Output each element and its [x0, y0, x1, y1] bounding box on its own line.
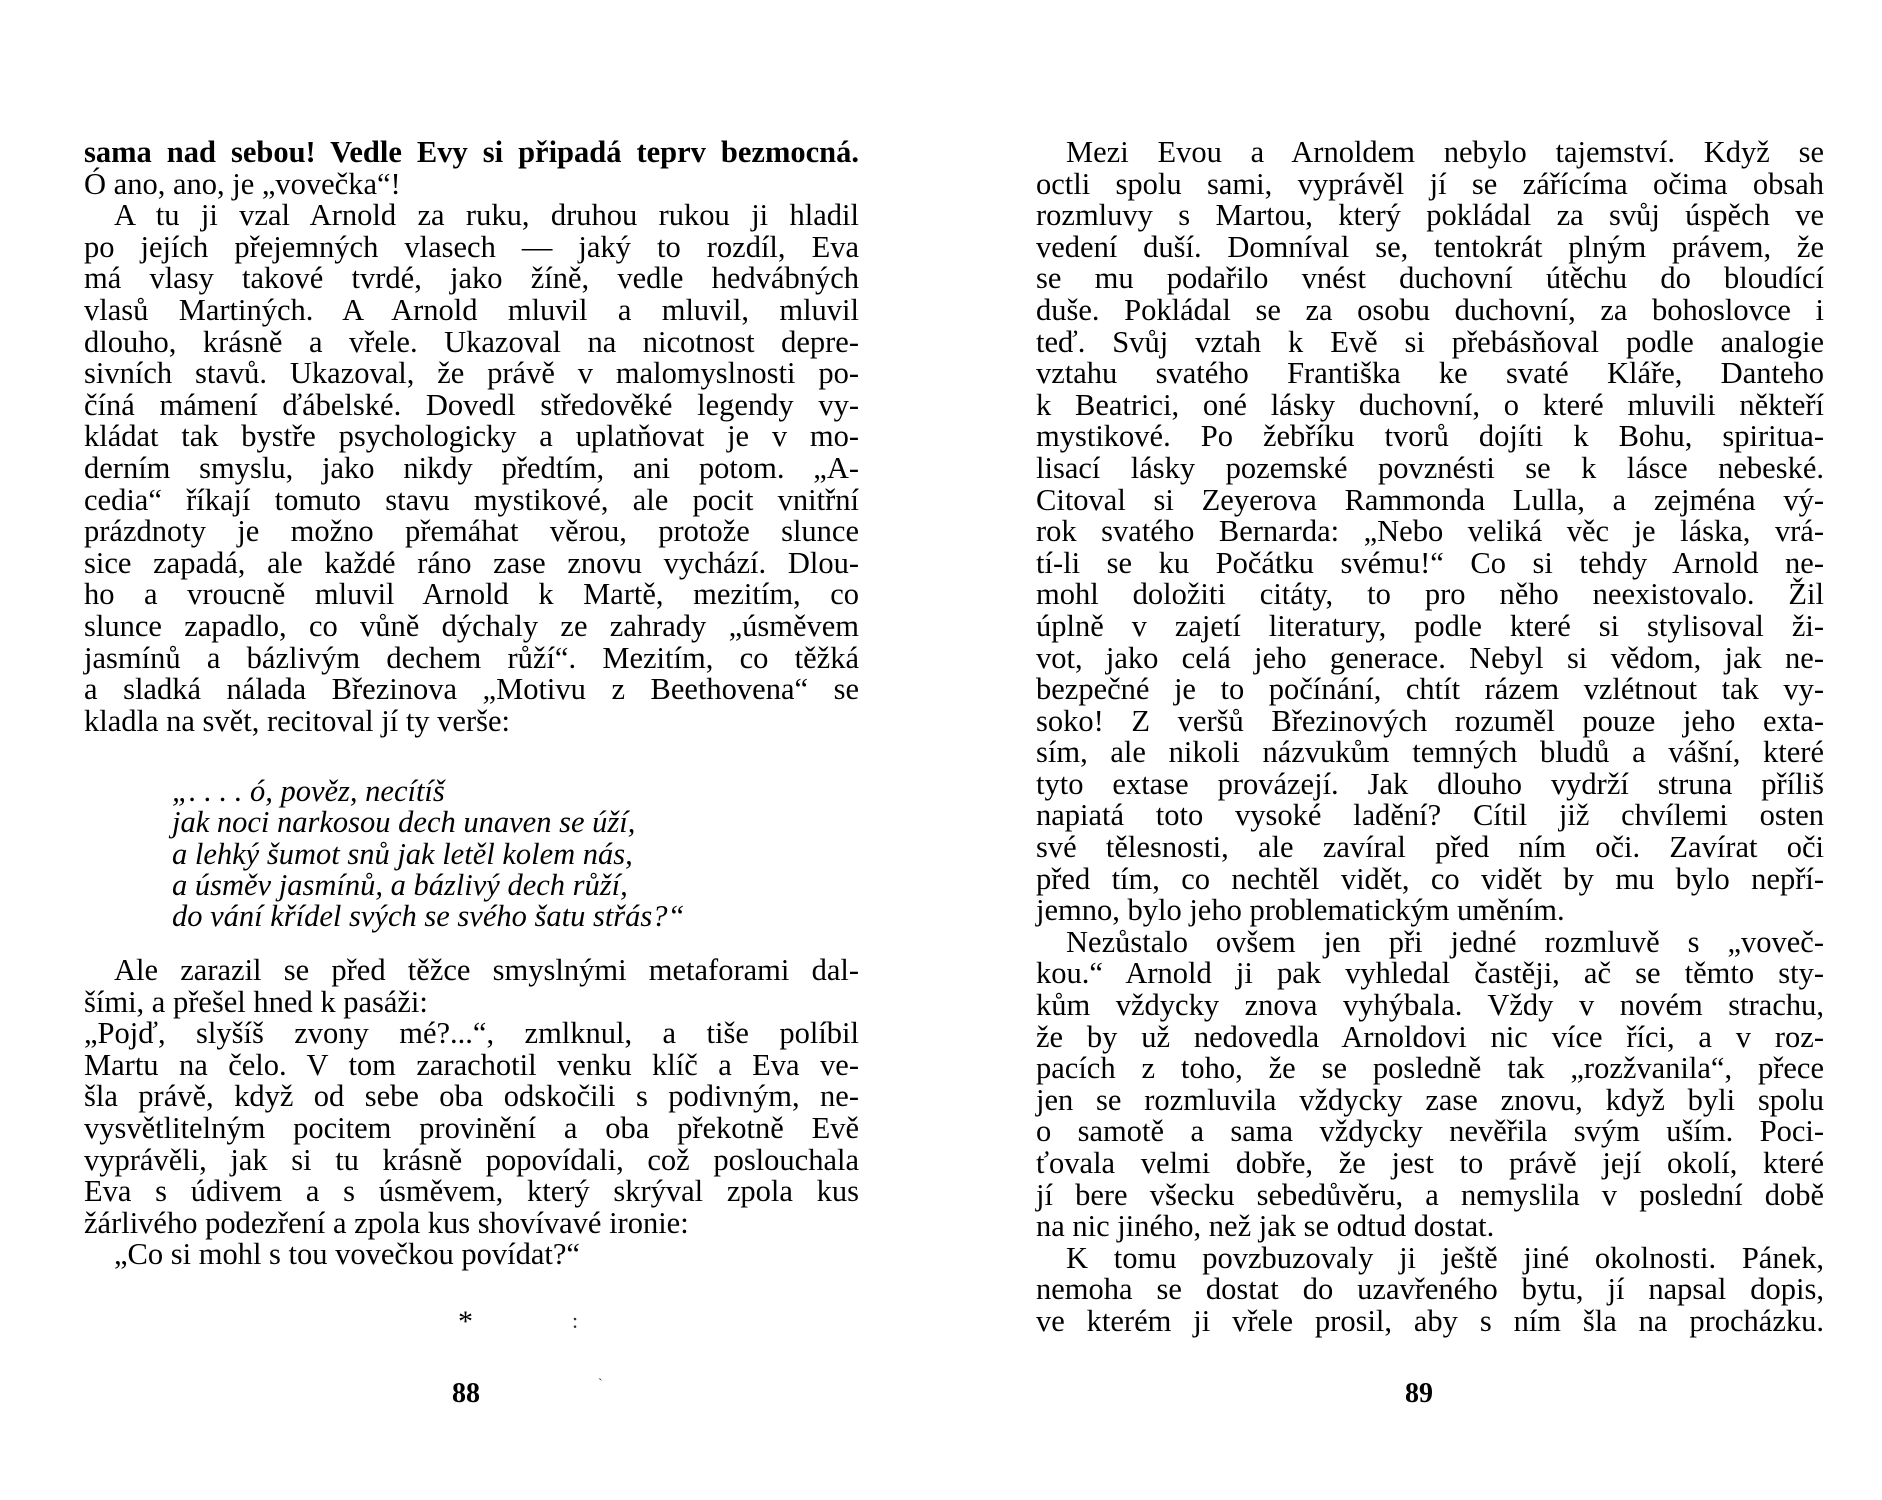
text-line: před tím, co nechtěl vidět, co vidět by mu bylo nepří-	[1036, 861, 1824, 896]
verse-line: do vání křídel svých se svého šatu střás?“	[172, 899, 685, 934]
text-line: své tělesnosti, ale zavíral před ním oči. Zavírat oči	[1036, 830, 1824, 865]
text-line: k Beatrici, oné lásky duchovní, o které mluvili někteří	[1036, 387, 1824, 422]
text-line: vyprávěli, jak si tu krásně popovídali, což poslouchala	[84, 1142, 859, 1177]
verse-line: a úsměv jasmínů, a bázlivý dech růží,	[172, 867, 628, 902]
text-line: K tomu povzbuzovaly ji ještě jiné okolnosti. Pánek,	[1066, 1240, 1824, 1275]
text-line: sivních stavů. Ukazoval, že právě v malomyslnosti po-	[84, 356, 859, 391]
text-line: vlasů Martiných. A Arnold mluvil a mluvil, mluvil	[84, 292, 859, 327]
text-line: kládat tak bystře psychologicky a uplatňovat je v mo-	[84, 419, 859, 454]
text-line: rok svatého Bernarda: „Nebo veliká věc je láska, vrá-	[1036, 514, 1824, 549]
text-line: Citoval si Zeyerova Rammonda Lulla, a zejména vý-	[1036, 482, 1824, 517]
text-line: že by už nedovedla Arnoldovi nic více říci, a v roz-	[1036, 1019, 1824, 1054]
text-line: jemno, bylo jeho problematickým uměním.	[1036, 893, 1565, 928]
text-line: sice zapadá, ale každé ráno zase znovu vychází. Dlou-	[84, 545, 859, 580]
text-line: nemoha se dostat do uzavřeného bytu, jí napsal dopis,	[1036, 1272, 1824, 1307]
text-line: jí bere všecku sebedůvěru, a nemyslila v poslední době	[1036, 1177, 1824, 1212]
text-line: rozmluvy s Martou, který pokládal za svůj úspěch ve	[1036, 198, 1824, 233]
left-page-text-bottom	[84, 955, 859, 1271]
text-line: prázdnoty je možno přemáhat věrou, protože slunce	[84, 514, 859, 549]
right-page	[941, 0, 1882, 1500]
text-line: šla právě, když od sebe oba odskočili s podivným, ne-	[84, 1079, 859, 1114]
text-line: teď. Svůj vztah k Evě si přebásňoval podle analogie	[1036, 324, 1824, 359]
text-line: vysvětlitelným pocitem provinění a oba překotně Evě	[84, 1110, 859, 1145]
text-line: pacích z toho, že se posledně tak „rozžvanila“, přece	[1036, 1051, 1824, 1086]
text-line: A tu ji vzal Arnold za ruku, druhou rukou ji hladil	[114, 198, 859, 233]
print-speck: :	[572, 1308, 579, 1333]
text-line: soko! Z veršů Březinových rozuměl pouze jeho exta-	[1036, 703, 1824, 738]
text-line: kům vždycky znova vyhýbala. Vždy v novém strachu,	[1036, 988, 1824, 1023]
verse-line: jak noci narkosou dech unaven se úží,	[172, 805, 636, 840]
text-line: Eva s údivem a s úsměvem, který skrýval zpola kus	[84, 1174, 859, 1209]
page-number-left: 88	[452, 1378, 480, 1409]
verse-quote	[172, 776, 812, 932]
text-line: tí-li se ku Počátku svému!“ Co si tehdy Arnold ne-	[1036, 545, 1824, 580]
text-line: „Co si mohl s tou vovečkou povídat?“	[114, 1237, 580, 1272]
text-line: kladla na svět, recitoval jí ty verše:	[84, 703, 511, 738]
text-line: žárlivého podezření a zpola kus shovívavé ironie:	[84, 1205, 689, 1240]
text-line: lisací lásky pozemské povznésti se k lásce nebeské.	[1036, 450, 1824, 485]
text-line: o samotě a sama vždycky nevěřila svým uším. Poci-	[1036, 1114, 1824, 1149]
text-line: a sladká nálada Březinova „Motivu z Beethovena“ se	[84, 672, 859, 707]
text-line: bezpečné je to počínání, chtít rázem vzlétnout tak vy-	[1036, 672, 1824, 707]
text-line: Martu na čelo. V tom zarachotil venku klíč a Eva ve-	[84, 1047, 859, 1082]
text-line: šími, a přešel hned k pasáži:	[84, 984, 428, 1019]
text-line: má vlasy takové tvrdé, jako žíně, vedle hedvábných	[84, 261, 859, 296]
text-line: úplně v zajetí literatury, podle které si stylisoval ži-	[1036, 608, 1824, 643]
text-line: duše. Pokládal se za osobu duchovní, za bohoslovce i	[1036, 292, 1824, 327]
text-line: ho a vroucně mluvil Arnold k Martě, mezitím, co	[84, 577, 859, 612]
text-line: octli spolu sami, vyprávěl jí se zářícíma očima obsah	[1036, 166, 1824, 201]
section-separator-asterisk: *	[458, 1305, 473, 1338]
verse-line: a lehký šumot snů jak letěl kolem nás,	[172, 836, 633, 871]
text-line: dlouho, krásně a vřele. Ukazoval na nicotnost depre-	[84, 324, 859, 359]
page-number-right: 89	[1405, 1378, 1433, 1409]
text-line: sím, ale nikoli názvukům temných bludů a vášní, které	[1036, 735, 1824, 770]
text-line: jen se rozmluvila vždycky zase znovu, když byli spolu	[1036, 1082, 1824, 1117]
text-line: se mu podařilo vnést duchovní útěchu do bloudící	[1036, 261, 1824, 296]
text-line: mohl doložiti citáty, to pro něho neexistovalo. Žil	[1036, 577, 1824, 612]
text-line: ve kterém ji vřele prosil, aby s ním šla na procházku.	[1036, 1303, 1824, 1338]
text-line: napiatá toto vysoké ladění? Cítil již chvílemi osten	[1036, 798, 1824, 833]
left-page-text-top	[84, 137, 859, 737]
text-line: slunce zapadlo, co vůně dýchaly ze zahrady „úsměvem	[84, 608, 859, 643]
text-line: sama nad sebou! Vedle Evy si připadá teprv bezmocná.	[84, 135, 859, 169]
text-line: Mezi Evou a Arnoldem nebylo tajemství. Když se	[1066, 135, 1824, 169]
text-line: „Pojď, slyšíš zvony mé?...“, zmlknul, a tiše políbil	[84, 1016, 859, 1051]
text-line: vot, jako celá jeho generace. Nebyl si vědom, jak ne-	[1036, 640, 1824, 675]
print-speck: ˋ	[598, 1377, 603, 1392]
text-line: kou.“ Arnold ji pak vyhledal častěji, ač se těmto sty-	[1036, 956, 1824, 991]
text-line: na nic jiného, než jak se odtud dostat.	[1036, 1209, 1495, 1244]
text-line: ťovala velmi dobře, že jest to právě její okolí, které	[1036, 1146, 1824, 1180]
text-line: vedení duší. Domníval se, tentokrát plným právem, že	[1036, 229, 1824, 264]
text-line: po jejích přejemných vlasech — jaký to rozdíl, Eva	[84, 229, 859, 264]
text-line: derním smyslu, jako nikdy předtím, ani potom. „A-	[84, 450, 859, 485]
text-line: vztahu svatého Františka ke svaté Kláře, Danteho	[1036, 356, 1824, 391]
right-page-text	[1036, 137, 1824, 1338]
text-line: tyto extase provázejí. Jak dlouho vydrží struna příliš	[1036, 766, 1824, 801]
text-line: jasmínů a bázlivým dechem růží“. Mezitím, co těžká	[84, 640, 859, 675]
text-line: Ó ano, ano, je „vovečka“!	[84, 166, 401, 201]
text-line: cedia“ říkají tomuto stavu mystikové, ale pocit vnitřní	[84, 482, 859, 517]
text-line: Nezůstalo ovšem jen při jedné rozmluvě s „voveč-	[1066, 924, 1824, 959]
text-line: Ale zarazil se před těžce smyslnými metaforami dal-	[114, 953, 859, 987]
text-line: mystikové. Po žebříku tvorů dojíti k Bohu, spiritua-	[1036, 419, 1824, 454]
verse-line: „. . . . ó, pověz, necítíš	[172, 774, 445, 808]
text-line: číná mámení ďábelské. Dovedl středověké legendy vy-	[84, 387, 859, 422]
